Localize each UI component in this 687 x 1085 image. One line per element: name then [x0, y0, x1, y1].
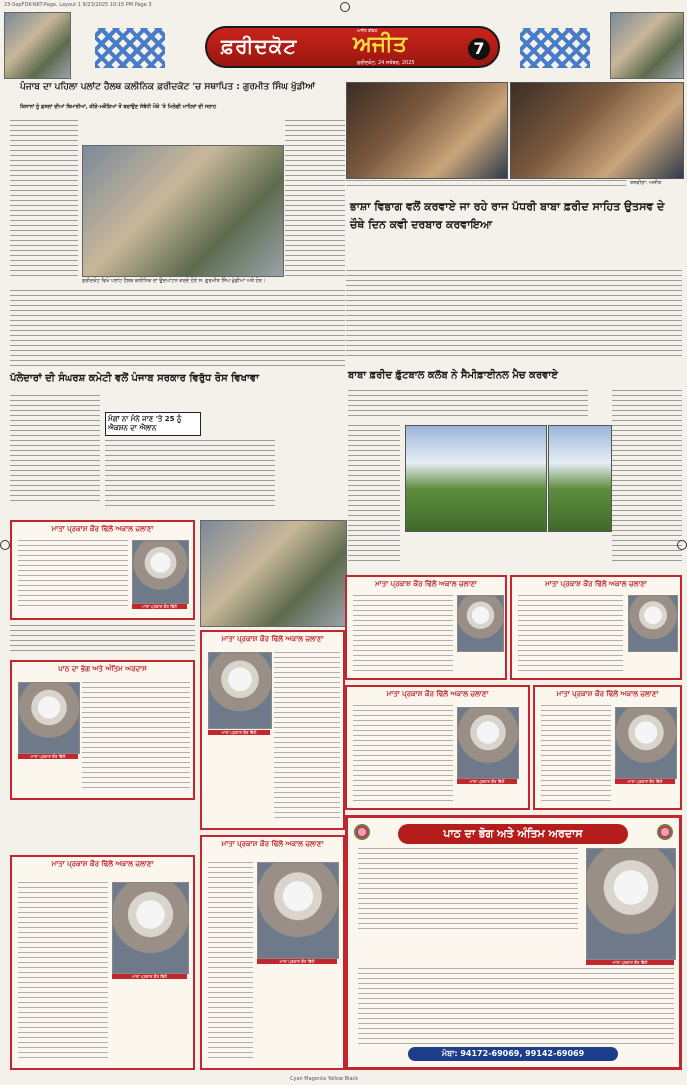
story5-body [348, 390, 588, 420]
ad-portrait [457, 595, 504, 652]
main-ad-contact: ਮੋਬਾ: 94172-69069, 99142-69069 [408, 1047, 618, 1061]
ad-text [18, 882, 108, 1062]
main-ad-banner: ਪਾਠ ਦਾ ਭੋਗ ਅਤੇ ਅੰਤਿਮ ਅਰਦਾਸ [398, 824, 628, 844]
ad-text [353, 595, 453, 675]
obituary-ad-mid-2 [200, 835, 345, 1070]
ad-title: ਮਾਤਾ ਪ੍ਰਕਾਸ਼ ਕੌਰ ਢਿੱਲੋਂ ਅਕਾਲ ਚਲਾਣਾ [51, 525, 154, 533]
masthead-right-pattern [520, 28, 590, 68]
story1-column-left [10, 120, 78, 280]
masthead-tagline: ਅਜੀਤ ਫੀਚਰ [357, 28, 378, 33]
ad-portrait [18, 682, 80, 754]
ad-portrait [257, 862, 339, 959]
ad-title: ਮਾਤਾ ਪ੍ਰਕਾਸ਼ ਕੌਰ ਢਿੱਲੋਂ ਅਕਾਲ ਚਲਾਣਾ [375, 580, 477, 588]
ad-portrait [112, 882, 189, 974]
obituary-ad-left-3 [10, 855, 195, 1070]
ad-text [82, 682, 190, 792]
masthead-right-photo [610, 12, 684, 79]
story4-body-mid [105, 440, 275, 510]
registration-mark-icon [340, 2, 350, 12]
masthead-paper-name: ਅਜੀਤ [353, 32, 407, 57]
obituary-ad-right-2 [510, 575, 682, 680]
ad-portrait-name: ਮਾਤਾ ਪ੍ਰਕਾਸ਼ ਕੌਰ ਢਿੱਲੋਂ [112, 974, 187, 979]
flower-decoration-icon [657, 824, 673, 840]
left-column-text [10, 625, 195, 655]
ad-title: ਮਾਤਾ ਪ੍ਰਕਾਸ਼ ਕੌਰ ਢਿੱਲੋਂ ਅਕਾਲ ਚਲਾਣਾ [51, 860, 154, 868]
obituary-ad-left-1 [10, 520, 195, 620]
ad-portrait-name: ਮਾਤਾ ਪ੍ਰਕਾਸ਼ ਕੌਰ ਢਿੱਲੋਂ [457, 779, 517, 784]
ad-portrait-name: ਮਾਤਾ ਪ੍ਰਕਾਸ਼ ਕੌਰ ਢਿੱਲੋਂ [586, 960, 674, 965]
ad-title: ਮਾਤਾ ਪ੍ਰਕਾਸ਼ ਕੌਰ ਢਿੱਲੋਂ ਅਕਾਲ ਚਲਾਣਾ [386, 690, 489, 698]
story2-photo-right [510, 82, 684, 179]
obituary-ad-right-1 [345, 575, 507, 680]
ad-portrait [628, 595, 678, 652]
ad-family-list [358, 968, 674, 1048]
flower-decoration-icon [354, 824, 370, 840]
story2-caption-lines [346, 180, 626, 190]
ad-portrait [586, 848, 676, 960]
masthead-left-photo [4, 12, 71, 79]
masthead-left-pattern [95, 28, 165, 68]
ad-title: ਮਾਤਾ ਪ੍ਰਕਾਸ਼ ਕੌਰ ਢਿੱਲੋਂ ਅਕਾਲ ਚਲਾਣਾ [545, 580, 647, 588]
masthead [205, 26, 500, 68]
masthead-date: ਫ਼ਰੀਦਕੋਟ, 24 ਸਤੰਬਰ, 2025 [357, 60, 415, 66]
story3-headline: ਭਾਸ਼ਾ ਵਿਭਾਗ ਵਲੋਂ ਕਰਵਾਏ ਜਾ ਰਹੇ ਰਾਜ ਪੱਧਰੀ ਬਾਬਾ ਫ਼ਰੀਦ ਸਾਹਿਤ ਉਤਸਵ ਦੇ ਚੌਥੇ ਦਿਨ ਕਵੀ ਦਰਬਾਰ ਕਰਵਾਇਆ [350, 200, 665, 231]
obituary-ad-right-4 [533, 685, 682, 810]
ad-title: ਪਾਠ ਦਾ ਭੋਗ ਅਤੇ ਅੰਤਿਮ ਅਰਦਾਸ [58, 665, 147, 673]
ad-portrait-name: ਮਾਤਾ ਪ੍ਰਕਾਸ਼ ਕੌਰ ਢਿੱਲੋਂ [132, 604, 187, 609]
obituary-ad-left-2 [10, 660, 195, 800]
story4-photo [200, 520, 347, 627]
story5-photo-right [548, 425, 612, 532]
ad-text [18, 540, 128, 610]
story5-column-left [348, 425, 400, 565]
story4-box: ਮੰਗਾਂ ਨਾ ਮੰਨੇ ਜਾਣ 'ਤੇ 25 ਨੂੰ ਐਕਸ਼ਨ ਦਾ ਐਲਾਨ [105, 412, 201, 436]
story5-photo-left [405, 425, 547, 532]
obituary-ad-right-3 [345, 685, 530, 810]
ad-portrait-name: ਮਾਤਾ ਪ੍ਰਕਾਸ਼ ਕੌਰ ਢਿੱਲੋਂ [208, 730, 270, 735]
ad-text [274, 652, 340, 822]
ad-title: ਮਾਤਾ ਪ੍ਰਕਾਸ਼ ਕੌਰ ਢਿੱਲੋਂ ਅਕਾਲ ਚਲਾਣਾ [221, 635, 324, 643]
registration-mark-icon [0, 540, 10, 550]
ad-text [518, 595, 623, 675]
ad-portrait [615, 707, 677, 779]
ad-title: ਮਾਤਾ ਪ੍ਰਕਾਸ਼ ਕੌਰ ਢਿੱਲੋਂ ਅਕਾਲ ਚਲਾਣਾ [556, 690, 659, 698]
ad-portrait-name: ਮਾਤਾ ਪ੍ਰਕਾਸ਼ ਕੌਰ ਢਿੱਲੋਂ [257, 959, 337, 964]
ad-text [208, 862, 253, 1062]
ad-portrait [457, 707, 519, 779]
page-slug: 23-SepFDK-NKT-Page, Layout 1 9/23/2025 10:15 PM Page 3 [4, 2, 152, 8]
story2-photo-left [346, 82, 508, 179]
story1-photo [82, 145, 284, 277]
story4-headline: ਪੱਲੇਦਾਰਾਂ ਦੀ ਸੰਘਰਸ਼ ਕਮੇਟੀ ਵਲੋਂ ਪੰਜਾਬ ਸਰਕਾਰ ਵਿਰੁੱਧ ਰੋਸ ਵਿਖਾਵਾ [10, 373, 259, 384]
ad-portrait-name: ਮਾਤਾ ਪ੍ਰਕਾਸ਼ ਕੌਰ ਢਿੱਲੋਂ [18, 754, 78, 759]
story5-column-right [612, 390, 682, 565]
registration-mark-icon [677, 540, 687, 550]
ad-portrait-name: ਮਾਤਾ ਪ੍ਰਕਾਸ਼ ਕੌਰ ਢਿੱਲੋਂ [615, 779, 675, 784]
ad-title: ਮਾਤਾ ਪ੍ਰਕਾਸ਼ ਕੌਰ ਢਿੱਲੋਂ ਅਕਾਲ ਚਲਾਣਾ [221, 840, 324, 848]
story4-body-left [10, 395, 100, 505]
ad-text [541, 705, 611, 805]
ad-text [353, 705, 453, 805]
story3-body [346, 270, 682, 360]
ad-text [358, 848, 578, 933]
footer-colour-label: Cyan Magenta Yellow Black [290, 1076, 359, 1082]
obituary-ad-main [345, 815, 682, 1070]
story1-caption: ਫ਼ਰੀਦਕੋਟ ਵਿਖੇ ਪਲਾਂਟ ਹੈਲਥ ਕਲੀਨਿਕ ਦਾ ਉਦਘਾਟਨ ਕਰਦੇ ਹੋਏ ਸ. ਗੁਰਮੀਤ ਸਿੰਘ ਖੁੱਡੀਆਂ ਅਤੇ ਹੋਰ। [82, 278, 266, 284]
ad-portrait [132, 540, 189, 604]
story2-caption: ਤਸਵੀਰਾਂ: ਅਜੀਤ [630, 180, 662, 186]
ad-portrait [208, 652, 272, 729]
story1-body [10, 290, 345, 370]
obituary-ad-mid-1 [200, 630, 345, 830]
masthead-city: ਫ਼ਰੀਦਕੋਟ [221, 34, 298, 58]
story1-headline: ਪੰਜਾਬ ਦਾ ਪਹਿਲਾ ਪਲਾਂਟ ਹੈਲਥ ਕਲੀਨਿਕ ਫ਼ਰੀਦਕੋਟ 'ਚ ਸਥਾਪਿਤ : ਗੁਰਮੀਤ ਸਿੰਘ ਖੁੱਡੀਆਂ [20, 82, 316, 92]
story5-headline: ਬਾਬਾ ਫ਼ਰੀਦ ਫ਼ੁੱਟਬਾਲ ਕਲੱਬ ਨੇ ਸੈਮੀਫ਼ਾਈਨਲ ਮੈਚ ਕਰਵਾਏ [348, 370, 558, 381]
story1-subhead: ਕਿਸਾਨਾਂ ਨੂੰ ਫ਼ਸਲਾਂ ਦੀਆਂ ਬਿਮਾਰੀਆਂ, ਕੀੜੇ-ਮਕੌੜਿਆਂ ਤੋਂ ਬਚਾਉਣ ਸੰਬੰਧੀ ਮੌਕੇ 'ਤੇ ਮਿਲੇਗੀ ਮਾਹਿਰਾਂ ਦੀ ਸਲਾਹ [20, 104, 217, 110]
page-number: 7 [468, 38, 490, 60]
story1-column-right [285, 120, 345, 280]
